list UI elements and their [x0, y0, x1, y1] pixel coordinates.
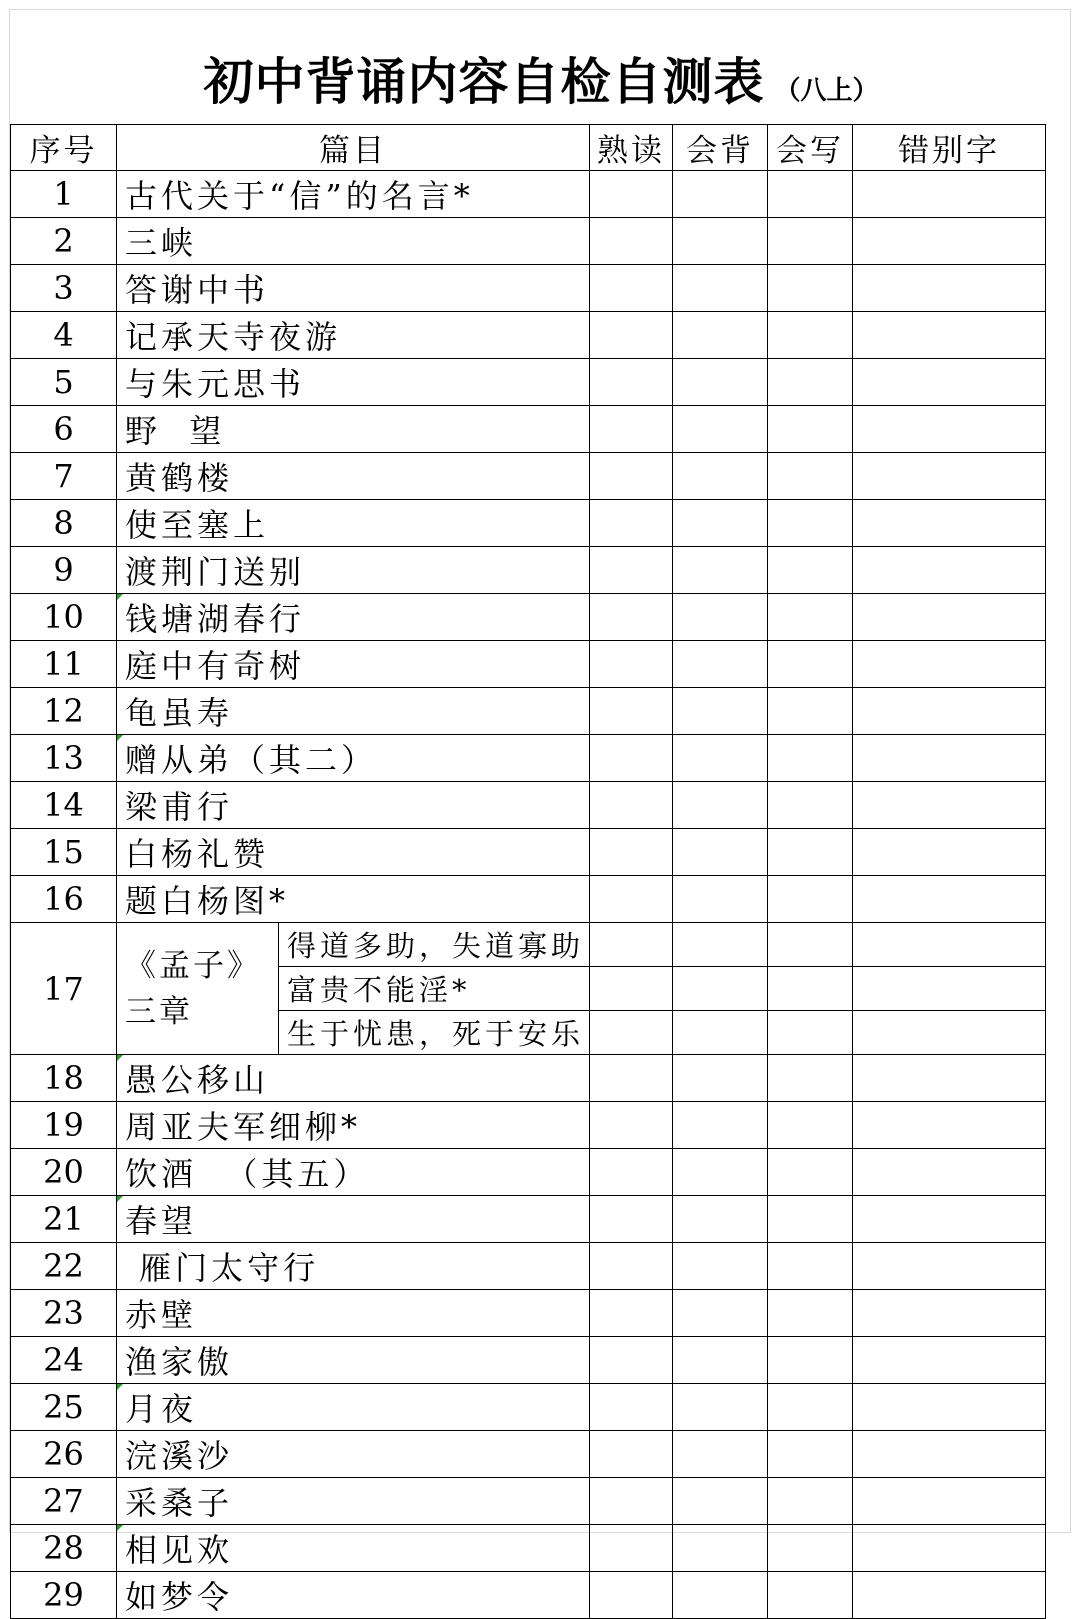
row-number: 17: [11, 923, 117, 1055]
row-title: 钱塘湖春行: [117, 594, 590, 641]
table-row: [11, 1384, 1046, 1431]
row-title: 赠从弟（其二）: [117, 735, 590, 782]
check-cell-write[interactable]: [768, 829, 853, 876]
check-cell-write[interactable]: [768, 1011, 853, 1055]
check-cell-recite[interactable]: [673, 782, 768, 829]
check-cell-typos[interactable]: [853, 829, 1046, 876]
row-title: 渡荆门送别: [117, 547, 590, 594]
row-title: 答谢中书: [117, 265, 590, 312]
row-title: 赤壁: [117, 1290, 590, 1337]
check-cell-write[interactable]: [768, 1196, 853, 1243]
check-cell-recite[interactable]: [673, 1149, 768, 1196]
check-cell-typos[interactable]: [853, 594, 1046, 641]
check-cell-read[interactable]: [590, 688, 673, 735]
check-cell-typos[interactable]: [853, 1572, 1046, 1619]
check-cell-write[interactable]: [768, 1290, 853, 1337]
check-cell-write[interactable]: [768, 359, 853, 406]
check-cell-write[interactable]: [768, 1384, 853, 1431]
row-number: 6: [11, 406, 117, 453]
header-read: 熟读: [590, 125, 673, 171]
check-cell-write[interactable]: [768, 218, 853, 265]
check-cell-write[interactable]: [768, 312, 853, 359]
check-cell-typos[interactable]: [853, 1102, 1046, 1149]
check-cell-recite[interactable]: [673, 171, 768, 218]
row-title: 三峡: [117, 218, 590, 265]
check-cell-typos[interactable]: [853, 641, 1046, 688]
check-cell-read[interactable]: [590, 1384, 673, 1431]
check-cell-write[interactable]: [768, 923, 853, 967]
check-cell-recite[interactable]: [673, 1102, 768, 1149]
check-cell-read[interactable]: [590, 359, 673, 406]
row-number: 28: [11, 1525, 117, 1572]
check-cell-write[interactable]: [768, 453, 853, 500]
row-number: 8: [11, 500, 117, 547]
row-number: 12: [11, 688, 117, 735]
check-cell-read[interactable]: [590, 735, 673, 782]
check-cell-recite[interactable]: [673, 1011, 768, 1055]
check-cell-typos[interactable]: [853, 1337, 1046, 1384]
check-cell-read[interactable]: [590, 1337, 673, 1384]
row-title: 黄鹤楼: [117, 453, 590, 500]
check-cell-typos[interactable]: [853, 171, 1046, 218]
row-title: 题白杨图*: [117, 876, 590, 923]
check-cell-typos[interactable]: [853, 1011, 1046, 1055]
check-cell-read[interactable]: [590, 594, 673, 641]
check-cell-typos[interactable]: [853, 923, 1046, 967]
row-title: 古代关于“信”的名言*: [117, 171, 590, 218]
row-title: 野 望: [117, 406, 590, 453]
row-number: 19: [11, 1102, 117, 1149]
row-title: 周亚夫军细柳*: [117, 1102, 590, 1149]
check-cell-typos[interactable]: [853, 1478, 1046, 1525]
check-cell-write[interactable]: [768, 688, 853, 735]
check-cell-write[interactable]: [768, 1525, 853, 1572]
check-cell-recite[interactable]: [673, 312, 768, 359]
table-row: [11, 829, 1046, 876]
check-cell-recite[interactable]: [673, 1055, 768, 1102]
row-number: 9: [11, 547, 117, 594]
table-row: [11, 1055, 1046, 1102]
row-number: 11: [11, 641, 117, 688]
check-cell-write[interactable]: [768, 1055, 853, 1102]
table-row: [11, 1243, 1046, 1290]
check-cell-recite[interactable]: [673, 594, 768, 641]
check-cell-typos[interactable]: [853, 1149, 1046, 1196]
title-row: [10, 10, 1072, 124]
check-cell-read[interactable]: [590, 265, 673, 312]
check-cell-write[interactable]: [768, 1572, 853, 1619]
check-cell-write[interactable]: [768, 735, 853, 782]
check-cell-typos[interactable]: [853, 1196, 1046, 1243]
table-row: [11, 453, 1046, 500]
check-cell-typos[interactable]: [853, 876, 1046, 923]
row-title: 饮酒 （其五）: [117, 1149, 590, 1196]
check-cell-typos[interactable]: [853, 265, 1046, 312]
check-cell-typos[interactable]: [853, 1055, 1046, 1102]
row-title: 渔家傲: [117, 1337, 590, 1384]
row-number: 18: [11, 1055, 117, 1102]
title-grade: （八上）: [774, 76, 879, 106]
check-cell-read[interactable]: [590, 829, 673, 876]
check-cell-typos[interactable]: [853, 688, 1046, 735]
check-cell-typos[interactable]: [853, 359, 1046, 406]
row-number: 1: [11, 171, 117, 218]
row-title: 雁门太守行: [117, 1243, 590, 1290]
check-cell-recite[interactable]: [673, 1525, 768, 1572]
check-cell-write[interactable]: [768, 1243, 853, 1290]
check-cell-read[interactable]: [590, 876, 673, 923]
row-title: 相见欢: [117, 1525, 590, 1572]
table-row: [11, 547, 1046, 594]
row-title: 龟虽寿: [117, 688, 590, 735]
table-row: [11, 1572, 1046, 1619]
check-cell-recite[interactable]: [673, 735, 768, 782]
row-number: 15: [11, 829, 117, 876]
check-cell-typos[interactable]: [853, 547, 1046, 594]
check-cell-typos[interactable]: [853, 500, 1046, 547]
row-number: 20: [11, 1149, 117, 1196]
row-title: 采桑子: [117, 1478, 590, 1525]
check-cell-typos[interactable]: [853, 453, 1046, 500]
table-row: [11, 923, 1046, 967]
check-cell-read[interactable]: [590, 1525, 673, 1572]
check-cell-recite[interactable]: [673, 265, 768, 312]
check-cell-write[interactable]: [768, 782, 853, 829]
check-cell-recite[interactable]: [673, 1243, 768, 1290]
table-row: [11, 1102, 1046, 1149]
check-cell-typos[interactable]: [853, 1525, 1046, 1572]
check-cell-read[interactable]: [590, 1431, 673, 1478]
check-cell-recite[interactable]: [673, 1384, 768, 1431]
check-cell-read[interactable]: [590, 967, 673, 1011]
table-row: [11, 500, 1046, 547]
group-title: 《孟子》三章: [117, 923, 279, 1055]
header-typos: 错别字: [853, 125, 1046, 171]
table-row: [11, 218, 1046, 265]
row-number: 5: [11, 359, 117, 406]
check-cell-typos[interactable]: [853, 967, 1046, 1011]
row-number: 14: [11, 782, 117, 829]
check-cell-write[interactable]: [768, 876, 853, 923]
table-row: [11, 406, 1046, 453]
row-number: 24: [11, 1337, 117, 1384]
check-cell-typos[interactable]: [853, 735, 1046, 782]
check-cell-read[interactable]: [590, 1055, 673, 1102]
table-row: [11, 1431, 1046, 1478]
check-cell-read[interactable]: [590, 1290, 673, 1337]
check-cell-recite[interactable]: [673, 688, 768, 735]
check-cell-write[interactable]: [768, 406, 853, 453]
table-row: [11, 1290, 1046, 1337]
check-cell-read[interactable]: [590, 1478, 673, 1525]
check-cell-write[interactable]: [768, 1478, 853, 1525]
check-cell-read[interactable]: [590, 171, 673, 218]
row-title: 春望: [117, 1196, 590, 1243]
row-number: 25: [11, 1384, 117, 1431]
check-cell-recite[interactable]: [673, 547, 768, 594]
table-row: [11, 1337, 1046, 1384]
check-cell-typos[interactable]: [853, 1243, 1046, 1290]
check-cell-write[interactable]: [768, 1102, 853, 1149]
check-cell-read[interactable]: [590, 1149, 673, 1196]
row-number: 26: [11, 1431, 117, 1478]
check-cell-recite[interactable]: [673, 967, 768, 1011]
table-row: [11, 265, 1046, 312]
check-cell-typos[interactable]: [853, 1290, 1046, 1337]
check-cell-write[interactable]: [768, 594, 853, 641]
row-number: 22: [11, 1243, 117, 1290]
check-cell-write[interactable]: [768, 1149, 853, 1196]
check-cell-read[interactable]: [590, 641, 673, 688]
check-cell-typos[interactable]: [853, 406, 1046, 453]
check-cell-typos[interactable]: [853, 782, 1046, 829]
row-title: 月夜: [117, 1384, 590, 1431]
check-cell-typos[interactable]: [853, 218, 1046, 265]
page-title: [10, 42, 1072, 114]
check-cell-recite[interactable]: [673, 1572, 768, 1619]
header-recite: 会背: [673, 125, 768, 171]
check-cell-read[interactable]: [590, 1572, 673, 1619]
table-row: [11, 171, 1046, 218]
check-cell-recite[interactable]: [673, 641, 768, 688]
header-index: 序号: [11, 125, 117, 171]
check-cell-read[interactable]: [590, 453, 673, 500]
check-cell-read[interactable]: [590, 1196, 673, 1243]
check-cell-write[interactable]: [768, 171, 853, 218]
check-cell-recite[interactable]: [673, 829, 768, 876]
check-cell-read[interactable]: [590, 1011, 673, 1055]
table-row: [11, 641, 1046, 688]
table-row: [11, 782, 1046, 829]
row-number: 2: [11, 218, 117, 265]
row-number: 10: [11, 594, 117, 641]
table-row: [11, 1149, 1046, 1196]
row-number: 13: [11, 735, 117, 782]
table-body: [11, 171, 1046, 1619]
row-title: 如梦令: [117, 1572, 590, 1619]
check-cell-recite[interactable]: [673, 1337, 768, 1384]
title-main: 初中背诵内容自检自测表: [203, 53, 765, 111]
table-row: [11, 594, 1046, 641]
check-cell-recite[interactable]: [673, 876, 768, 923]
table-row: [11, 876, 1046, 923]
check-cell-recite[interactable]: [673, 359, 768, 406]
row-number: 4: [11, 312, 117, 359]
sub-title: 得道多助，失道寡助: [279, 923, 590, 967]
table-row: [11, 359, 1046, 406]
header-write: 会写: [768, 125, 853, 171]
check-cell-write[interactable]: [768, 1337, 853, 1384]
check-cell-read[interactable]: [590, 406, 673, 453]
header-title: 篇目: [117, 125, 590, 171]
row-title: 浣溪沙: [117, 1431, 590, 1478]
check-cell-read[interactable]: [590, 547, 673, 594]
row-number: 29: [11, 1572, 117, 1619]
check-cell-write[interactable]: [768, 967, 853, 1011]
check-cell-read[interactable]: [590, 500, 673, 547]
check-cell-read[interactable]: [590, 923, 673, 967]
check-cell-read[interactable]: [590, 1102, 673, 1149]
check-cell-write[interactable]: [768, 1431, 853, 1478]
row-number: 27: [11, 1478, 117, 1525]
table-row: [11, 312, 1046, 359]
check-cell-write[interactable]: [768, 641, 853, 688]
check-cell-recite[interactable]: [673, 1290, 768, 1337]
check-cell-typos[interactable]: [853, 1431, 1046, 1478]
check-cell-recite[interactable]: [673, 218, 768, 265]
row-number: 16: [11, 876, 117, 923]
row-number: 7: [11, 453, 117, 500]
worksheet-page: [9, 9, 1071, 1616]
check-cell-recite[interactable]: [673, 1196, 768, 1243]
row-title: 白杨礼赞: [117, 829, 590, 876]
check-cell-write[interactable]: [768, 500, 853, 547]
check-cell-recite[interactable]: [673, 453, 768, 500]
check-cell-recite[interactable]: [673, 923, 768, 967]
table-row: [11, 1196, 1046, 1243]
table-row: [11, 1478, 1046, 1525]
row-number: 21: [11, 1196, 117, 1243]
check-cell-recite[interactable]: [673, 1431, 768, 1478]
row-number: 23: [11, 1290, 117, 1337]
table-row: [11, 735, 1046, 782]
check-cell-read[interactable]: [590, 218, 673, 265]
check-cell-recite[interactable]: [673, 406, 768, 453]
sub-title: 富贵不能淫*: [279, 967, 590, 1011]
row-title: 使至塞上: [117, 500, 590, 547]
check-cell-write[interactable]: [768, 547, 853, 594]
check-cell-recite[interactable]: [673, 500, 768, 547]
check-cell-read[interactable]: [590, 1243, 673, 1290]
check-cell-read[interactable]: [590, 312, 673, 359]
sub-title: 生于忧患，死于安乐: [279, 1011, 590, 1055]
row-title: 庭中有奇树: [117, 641, 590, 688]
checklist-table: [10, 124, 1046, 1619]
check-cell-read[interactable]: [590, 782, 673, 829]
table-row: [11, 688, 1046, 735]
check-cell-typos[interactable]: [853, 312, 1046, 359]
row-title: 与朱元思书: [117, 359, 590, 406]
row-title: 记承天寺夜游: [117, 312, 590, 359]
check-cell-write[interactable]: [768, 265, 853, 312]
row-number: 3: [11, 265, 117, 312]
check-cell-typos[interactable]: [853, 1384, 1046, 1431]
header-row: [11, 125, 1046, 171]
table-row: [11, 1525, 1046, 1572]
row-title: 梁甫行: [117, 782, 590, 829]
row-title: 愚公移山: [117, 1055, 590, 1102]
check-cell-recite[interactable]: [673, 1478, 768, 1525]
